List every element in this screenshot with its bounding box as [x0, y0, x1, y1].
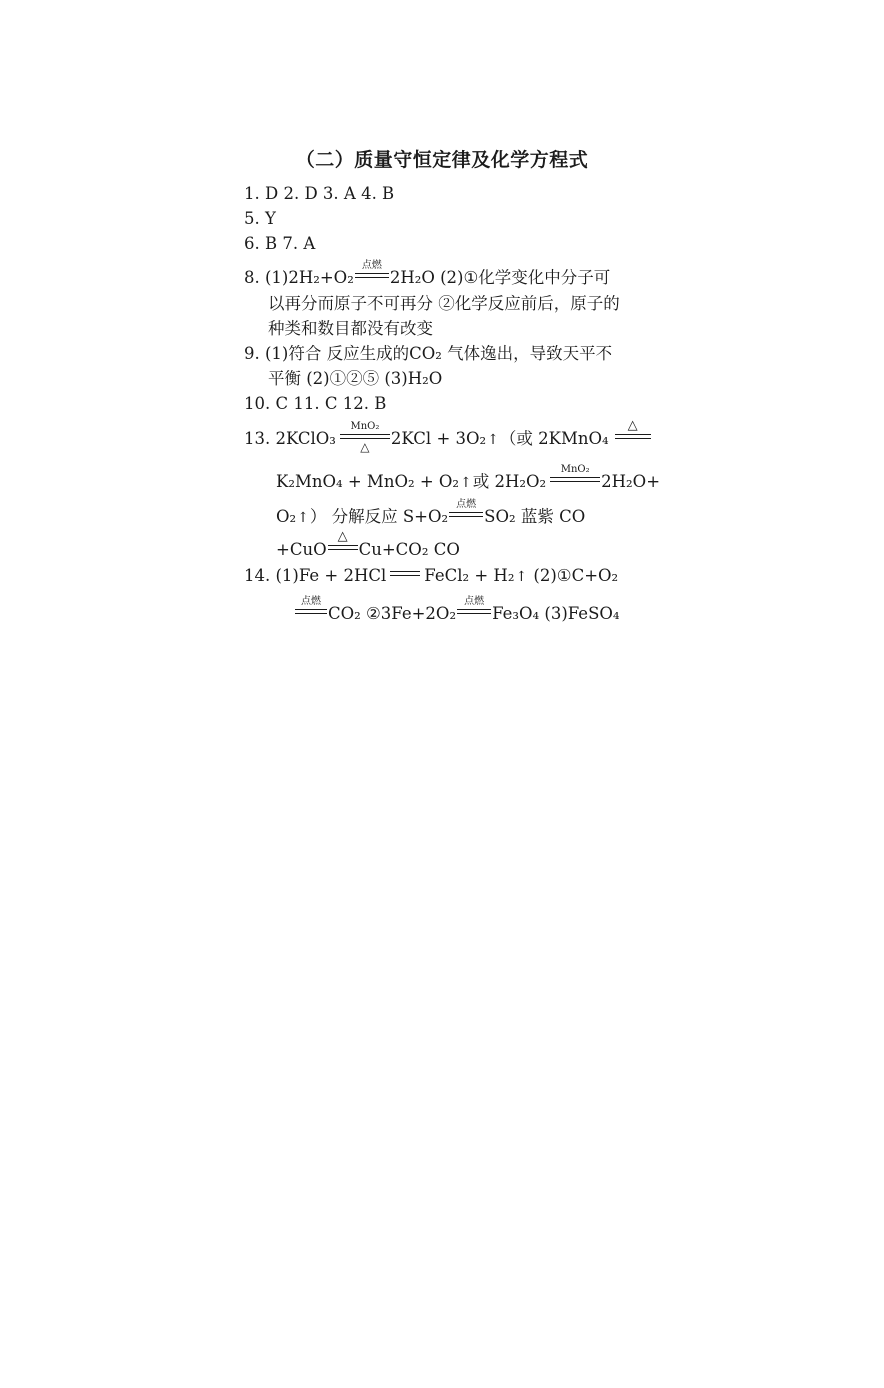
gas-arrow-icon: ↑ [297, 510, 309, 526]
answer-13-oxygen: O₂ [276, 507, 297, 526]
answer-8-products: 2H₂O (2)①化学变化中分子可 [389, 268, 611, 287]
answer-8-line-3: 种类和数目都没有改变 [268, 319, 433, 338]
answer-14-part-2: (2)①C+O₂ [528, 566, 619, 585]
answer-1-4: 1. D 2. D 3. A 4. B [244, 184, 395, 203]
condition-ignite: 点燃 [361, 260, 382, 271]
answer-13-alt-2: 或 2H₂O₂ [472, 472, 547, 491]
answer-14-line-1 [244, 568, 618, 585]
answer-8-line-1 [244, 260, 611, 287]
reaction-sign-ignite [449, 499, 483, 517]
answer-13-products-2: K₂MnO₄ + MnO₂ + O₂ [276, 472, 460, 491]
answer-5: 5. Y [244, 209, 276, 228]
answer-13-alt: （或 2KMnO₄ [499, 429, 609, 448]
reaction-sign-ignite [295, 596, 327, 614]
answer-9-line-2: 平衡 (2)①②⑤ (3)H₂O [268, 369, 443, 388]
answer-13-products-3: 2H₂O+ [601, 472, 661, 491]
condition-heat: △ [360, 440, 370, 454]
condition-heat: △ [627, 418, 638, 433]
condition-heat: △ [337, 529, 348, 544]
condition-catalyst: MnO₂ [350, 421, 380, 432]
reaction-sign-ignite [457, 596, 491, 614]
answer-8-reactants: 8. (1)2H₂+O₂ [244, 268, 354, 287]
answer-6-7: 6. B 7. A [244, 234, 316, 253]
answer-14-reactants: 14. (1)Fe + 2HCl [244, 566, 387, 585]
condition-catalyst: MnO₂ [560, 464, 590, 475]
reaction-sign-heat [615, 418, 651, 439]
answer-13-sulfur: SO₂ 蓝紫 CO [484, 507, 586, 526]
answer-14-products: FeCl₂ + H₂ [424, 566, 515, 585]
answer-13-copper: Cu+CO₂ CO [358, 540, 460, 559]
answer-13-type: ） 分解反应 S+O₂ [309, 507, 449, 526]
reaction-sign-plain [390, 571, 420, 576]
reaction-sign-ignite [355, 260, 389, 278]
answer-13-products: 2KCl + 3O₂ [390, 429, 487, 448]
answer-13-line-1 [244, 418, 652, 454]
answer-13-line-4 [276, 529, 460, 559]
answer-13-reactant: 13. 2KClO₃ [244, 429, 336, 448]
answer-13-line-2 [276, 464, 661, 491]
answer-9-line-1: 9. (1)符合 反应生成的CO₂ 气体逸出，导致天平不 [244, 344, 613, 363]
condition-ignite: 点燃 [464, 596, 485, 607]
gas-arrow-icon: ↑ [515, 569, 528, 585]
answer-14-line-2 [294, 596, 620, 623]
condition-ignite: 点燃 [456, 499, 477, 510]
answer-14-co2-iron: CO₂ ②3Fe+2O₂ [328, 604, 457, 623]
reaction-sign-mno2 [550, 464, 600, 482]
answer-10-12: 10. C 11. C 12. B [244, 394, 387, 413]
condition-ignite: 点燃 [301, 596, 321, 607]
reaction-sign-mno2-heat [340, 421, 390, 454]
gas-arrow-icon: ↑ [487, 432, 499, 448]
answer-13-line-3 [276, 499, 586, 526]
gas-arrow-icon: ↑ [460, 475, 472, 491]
reaction-sign-heat [328, 529, 358, 550]
page-title: （二）质量守恒定律及化学方程式 [295, 149, 589, 171]
answer-8-line-2: 以再分而原子不可再分 ②化学反应前后，原子的 [268, 294, 620, 313]
answer-14-fe3o4: Fe₃O₄ (3)FeSO₄ [492, 604, 620, 623]
answer-13-cuo: +CuO [276, 540, 327, 559]
